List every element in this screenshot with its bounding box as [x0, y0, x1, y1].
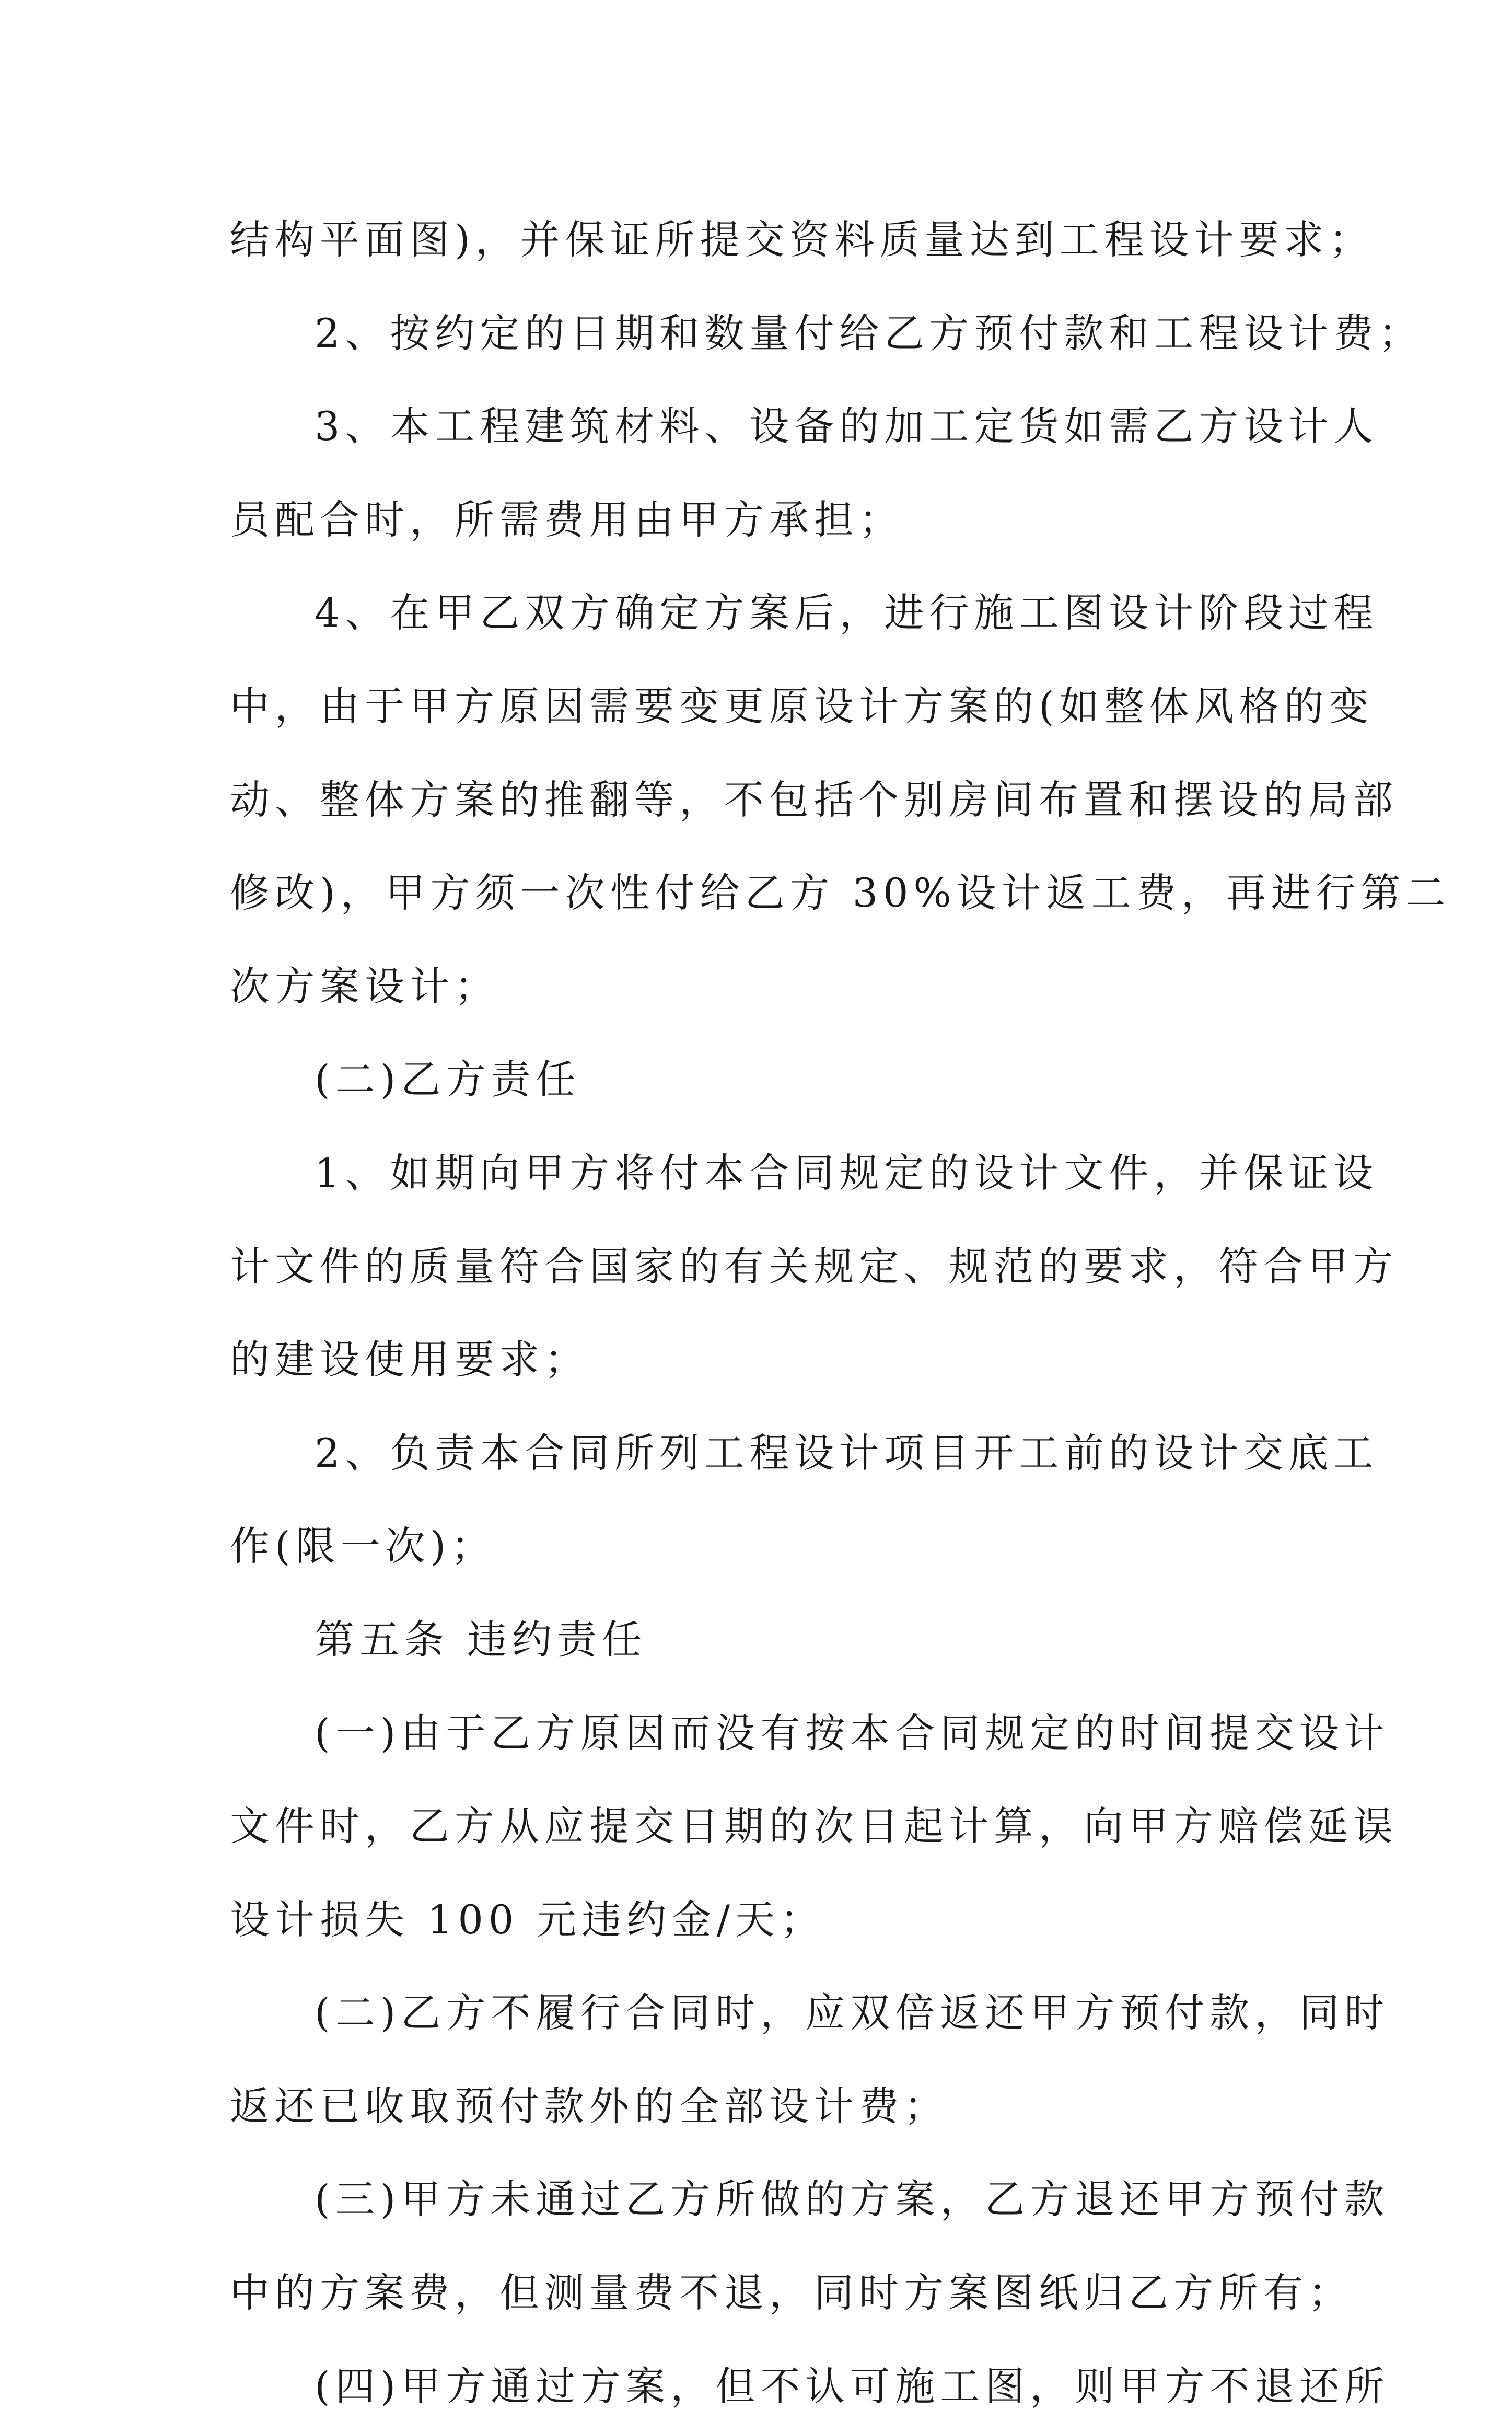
text-line: 2、负责本合同所列工程设计项目开工前的设计交底工	[315, 1429, 1379, 1476]
text-line: (三)甲方未通过乙方所做的方案，乙方退还甲方预付款	[315, 2176, 1390, 2223]
text-line: 3、本工程建筑材料、设备的加工定货如需乙方设计人	[315, 403, 1379, 450]
text-line: 中的方案费，但测量费不退，同时方案图纸归乙方所有；	[230, 2269, 1353, 2316]
text-line: 次方案设计；	[230, 963, 499, 1010]
text-line: 文件时，乙方从应提交日期的次日起计算，向甲方赔偿延误	[230, 1803, 1398, 1850]
text-line: 的建设使用要求；	[230, 1336, 589, 1383]
text-line: (四)甲方通过方案，但不认可施工图，则甲方不退还所	[315, 2362, 1390, 2409]
text-line: 返还已收取预付款外的全部设计费；	[230, 2082, 949, 2129]
text-line: 设计损失 100 元违约金/天；	[230, 1896, 825, 1943]
text-line: 1、如期向甲方将付本合同规定的设计文件，并保证设	[315, 1149, 1379, 1196]
text-line: (二)乙方不履行合同时，应双倍返还甲方预付款，同时	[315, 1989, 1390, 2036]
article-heading: 第五条 违约责任	[315, 1616, 647, 1663]
text-line: 结构平面图)，并保证所提交资料质量达到工程设计要求；	[230, 216, 1374, 263]
text-line: 动、整体方案的推翻等，不包括个别房间布置和摆设的局部	[230, 776, 1398, 823]
text-line: 员配合时，所需费用由甲方承担；	[230, 496, 904, 543]
text-line: (一)由于乙方原因而没有按本合同规定的时间提交设计	[315, 1709, 1390, 1756]
text-line: 修改)，甲方须一次性付给乙方 30%设计返工费，再进行第二	[230, 870, 1451, 917]
section-heading: (二)乙方责任	[315, 1056, 581, 1103]
text-line: 中，由于甲方原因需要变更原设计方案的(如整体风格的变	[230, 682, 1374, 729]
text-line: 2、按约定的日期和数量付给乙方预付款和工程设计费；	[315, 309, 1424, 356]
text-line: 作(限一次)；	[230, 1523, 496, 1570]
document-body	[230, 193, 1451, 2433]
text-line: 计文件的质量符合国家的有关规定、规范的要求，符合甲方	[230, 1243, 1398, 1290]
text-line: 4、在甲乙双方确定方案后，进行施工图设计阶段过程	[315, 589, 1379, 636]
